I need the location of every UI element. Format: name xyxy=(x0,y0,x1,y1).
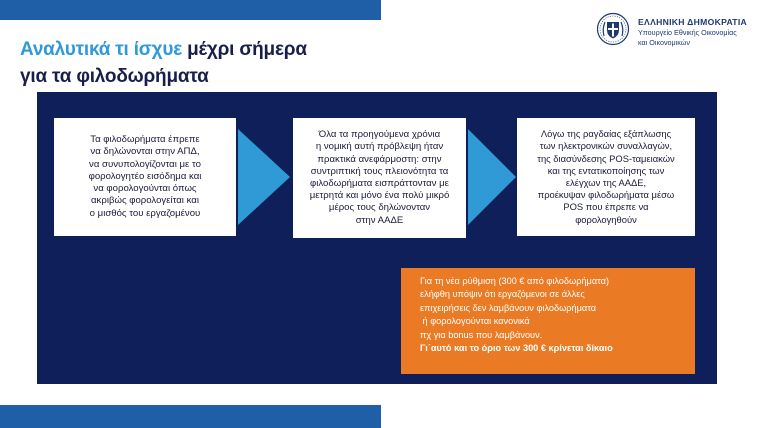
box3-line: φορολογηθούν xyxy=(575,213,637,225)
title-line2: για τα φιλοδωρήματα xyxy=(20,66,209,87)
box3-line: της διασύνδεσης POS-ταμειακών xyxy=(537,152,675,164)
box2-line: πρακτικά ανεφάρμοστη: στην xyxy=(317,153,442,165)
logo-ministry-line2: και Οικονομικών xyxy=(638,37,690,47)
box1-line: να συνυπολογίζονται με το xyxy=(89,158,201,170)
box1-line: ακριβώς φορολογείται και xyxy=(91,195,199,207)
note-line: πχ για bonus που λαμβάνουν. xyxy=(420,329,543,340)
ministry-logo xyxy=(596,12,756,52)
box2-line: μετρητά και μόνο ένα πολύ μικρό xyxy=(309,190,450,202)
page-title xyxy=(20,36,440,90)
box3-line: και της εντατικοποίησης των xyxy=(547,164,665,176)
box2-line: συντριπτική τους πλειονότητα τα xyxy=(310,165,449,177)
greek-emblem-icon xyxy=(596,12,630,46)
box2-line: μέρος τους δηλώνονταν xyxy=(328,202,431,214)
note-line: ή φορολογούνται κανονικά xyxy=(420,316,530,327)
logo-name: ΕΛΛΗΝΙΚΗ ΔΗΜΟΚΡΑΤΙΑ xyxy=(638,17,748,27)
flow-arrow-icon xyxy=(238,129,290,225)
note-line: Για τη νέα ρύθμιση (300 € από φιλοδωρήματα) xyxy=(420,276,610,286)
box1-line: φορολογητέο εισόδημα και xyxy=(88,170,202,182)
box2-line: Όλα τα προηγούμενα χρόνια xyxy=(318,129,441,141)
box1-line: να δηλώνονται στην ΑΠΔ, xyxy=(90,146,200,158)
box3-line: προέκυψαν φιλοδωρήματα μέσω xyxy=(537,189,675,201)
top-accent-bar xyxy=(0,0,381,20)
logo-ministry-line1: Υπουργείο Εθνικής Οικονομίας xyxy=(638,28,737,37)
title-rest: μέχρι σήμερα xyxy=(182,39,307,60)
box1-line: ο μισθός του εργαζομένου xyxy=(89,207,201,219)
box1-line: Τα φιλοδωρήματα έπρεπε xyxy=(90,134,200,146)
flow-arrow-icon xyxy=(468,129,516,225)
box2-line: η νομική αυτή πρόβλεψη ήταν xyxy=(315,141,444,153)
new-regulation-note xyxy=(401,268,695,374)
box2-line: φιλοδωρήματα εισπράττονταν με xyxy=(310,178,449,189)
info-box-history xyxy=(293,118,466,238)
info-box-reporting xyxy=(54,118,236,236)
box3-line: ελέγχων της ΑΑΔΕ, xyxy=(565,177,647,188)
title-highlight: Αναλυτικά τι ίσχυε xyxy=(20,39,183,60)
info-box-pos xyxy=(517,118,695,236)
box2-line: στην ΑΑΔΕ xyxy=(355,214,404,226)
box3-line: των ηλεκτρονικών συναλλαγών, xyxy=(539,140,673,152)
box3-line: Λόγω της ραγδαίας εξάπλωσης xyxy=(540,128,672,140)
note-line: ελήφθη υπόψιν ότι εργαζόμενοι σε άλλες xyxy=(420,289,585,300)
note-line: επιχειρήσεις δεν λαμβάνουν φιλοδωρήματα xyxy=(420,302,597,313)
bottom-accent-bar xyxy=(0,405,381,428)
note-conclusion: Γι΄αυτό και το όριο των 300 € κρίνεται δίκαιο xyxy=(420,343,613,354)
box1-line: να φορολογούνται όπως xyxy=(93,183,197,195)
box3-line: POS που έπρεπε να xyxy=(563,201,649,213)
